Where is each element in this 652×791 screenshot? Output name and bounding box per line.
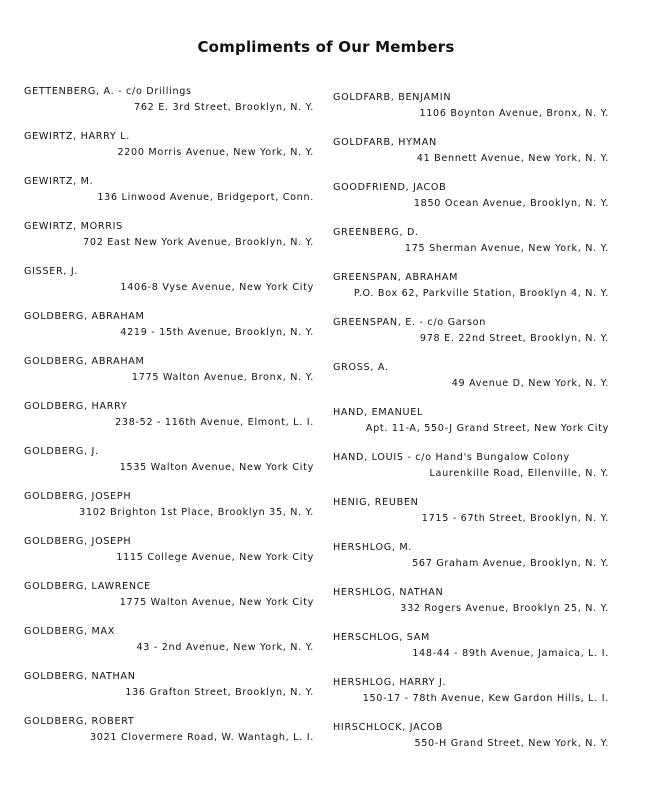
member-address: 332 Rogers Avenue, Brooklyn 25, N. Y. <box>400 603 609 614</box>
member-name: GETTENBERG, A. - c/o Drillings <box>24 86 192 97</box>
page-title: Compliments of Our Members <box>197 38 455 56</box>
member-address: 1775 Walton Avenue, New York City <box>119 597 314 608</box>
member-name: GOLDBERG, ABRAHAM <box>24 356 145 367</box>
member-address: 4219 - 15th Avenue, Brooklyn, N. Y. <box>120 327 314 338</box>
member-address: 3021 Clovermere Road, W. Wantagh, L. I. <box>89 732 314 743</box>
member-name: GOLDBERG, ROBERT <box>24 716 135 727</box>
member-name: GREENSPAN, E. - c/o Garson <box>333 317 487 328</box>
member-name: HERSHLOG, HARRY J. <box>333 677 447 688</box>
member-address: 2200 Morris Avenue, New York, N. Y. <box>117 147 314 158</box>
member-entry <box>333 225 609 265</box>
member-name: GISSER, J. <box>24 266 79 277</box>
member-name: GOODFRIEND, JACOB <box>333 182 447 193</box>
member-address: 43 - 2nd Avenue, New York, N. Y. <box>136 642 314 653</box>
member-entry <box>333 90 609 130</box>
member-name: GOLDBERG, ABRAHAM <box>24 311 145 322</box>
member-entry <box>333 585 609 625</box>
member-address: 175 Sherman Avenue, New York, N. Y. <box>404 243 609 254</box>
member-name: GOLDBERG, MAX <box>24 626 116 637</box>
member-entry <box>24 129 314 169</box>
member-address: 136 Linwood Avenue, Bridgeport, Conn. <box>97 192 314 203</box>
member-entry <box>24 399 314 439</box>
member-entry <box>333 315 609 355</box>
member-entry <box>24 264 314 304</box>
member-address: 238-52 - 116th Avenue, Elmont, L. I. <box>115 417 314 428</box>
member-entry <box>333 450 609 490</box>
member-name: GOLDBERG, NATHAN <box>24 671 136 682</box>
member-entry <box>333 540 609 580</box>
member-address: 1535 Walton Avenue, New York City <box>119 462 314 473</box>
member-address: 1850 Ocean Avenue, Brooklyn, N. Y. <box>413 198 609 209</box>
member-name: GOLDBERG, HARRY <box>24 401 128 412</box>
member-entry <box>24 354 314 394</box>
member-entry <box>24 669 314 709</box>
member-name: HAND, EMANUEL <box>333 407 424 418</box>
member-entry <box>24 309 314 349</box>
member-entry <box>24 84 314 124</box>
member-name: GEWIRTZ, MORRIS <box>24 221 123 232</box>
member-address: 1775 Walton Avenue, Bronx, N. Y. <box>131 372 314 383</box>
member-entry <box>24 714 314 754</box>
member-address: 148-44 - 89th Avenue, Jamaica, L. I. <box>412 648 609 659</box>
member-address: 978 E. 22nd Street, Brooklyn, N. Y. <box>419 333 609 344</box>
member-address: 762 E. 3rd Street, Brooklyn, N. Y. <box>134 102 314 113</box>
member-name: GROSS, A. <box>333 362 389 373</box>
member-address: 1406-8 Vyse Avenue, New York City <box>120 282 314 293</box>
member-name: HAND, LOUIS - c/o Hand's Bungalow Colony <box>333 452 570 463</box>
member-name: HERSHLOG, NATHAN <box>333 587 444 598</box>
member-name: GREENBERG, D. <box>333 227 419 238</box>
member-address: 150-17 - 78th Avenue, Kew Gardon Hills, L. I. <box>362 693 609 704</box>
member-name: GEWIRTZ, M. <box>24 176 94 187</box>
member-entry <box>333 630 609 670</box>
member-entry <box>24 174 314 214</box>
member-entry <box>24 534 314 574</box>
member-name: GOLDFARB, HYMAN <box>333 137 437 148</box>
member-name: HERSHLOG, M. <box>333 542 413 553</box>
member-address: 1106 Boynton Avenue, Bronx, N. Y. <box>419 108 609 119</box>
member-address: 1715 - 67th Street, Brooklyn, N. Y. <box>421 513 609 524</box>
member-entry <box>24 624 314 664</box>
member-name: HENIG, REUBEN <box>333 497 419 508</box>
member-entry <box>333 360 609 400</box>
member-entry <box>333 135 609 175</box>
member-entry <box>333 405 609 445</box>
member-entry <box>333 270 609 310</box>
member-address: 49 Avenue D, New York, N. Y. <box>451 378 609 389</box>
member-address: 1115 College Avenue, New York City <box>116 552 314 563</box>
member-address: 550-H Grand Street, New York, N. Y. <box>414 738 609 749</box>
member-name: GOLDBERG, JOSEPH <box>24 491 132 502</box>
member-address: 41 Bennett Avenue, New York, N. Y. <box>416 153 609 164</box>
member-entry <box>24 579 314 619</box>
member-name: GEWIRTZ, HARRY L. <box>24 131 131 142</box>
member-name: GREENSPAN, ABRAHAM <box>333 272 459 283</box>
member-name: GOLDBERG, J. <box>24 446 99 457</box>
member-address: Apt. 11-A, 550-J Grand Street, New York City <box>365 423 609 434</box>
member-address: 702 East New York Avenue, Brooklyn, N. Y. <box>83 237 314 248</box>
member-entry <box>333 180 609 220</box>
member-name: HIRSCHLOCK, JACOB <box>333 722 444 733</box>
member-entry <box>24 489 314 529</box>
member-address: Laurenkille Road, Ellenville, N. Y. <box>429 468 609 479</box>
member-address: 3102 Brighton 1st Place, Brooklyn 35, N. Y. <box>79 507 314 518</box>
member-entry <box>333 720 609 760</box>
member-entry <box>333 495 609 535</box>
member-entry <box>333 675 609 715</box>
member-name: GOLDFARB, BENJAMIN <box>333 92 452 103</box>
member-name: GOLDBERG, JOSEPH <box>24 536 132 547</box>
member-name: GOLDBERG, LAWRENCE <box>24 581 151 592</box>
member-address: P.O. Box 62, Parkville Station, Brooklyn 4, N. Y. <box>353 288 609 299</box>
member-entry <box>24 219 314 259</box>
member-address: 136 Grafton Street, Brooklyn, N. Y. <box>125 687 314 698</box>
member-entry <box>24 444 314 484</box>
member-address: 567 Graham Avenue, Brooklyn, N. Y. <box>412 558 609 569</box>
member-name: HERSCHLOG, SAM <box>333 632 430 643</box>
